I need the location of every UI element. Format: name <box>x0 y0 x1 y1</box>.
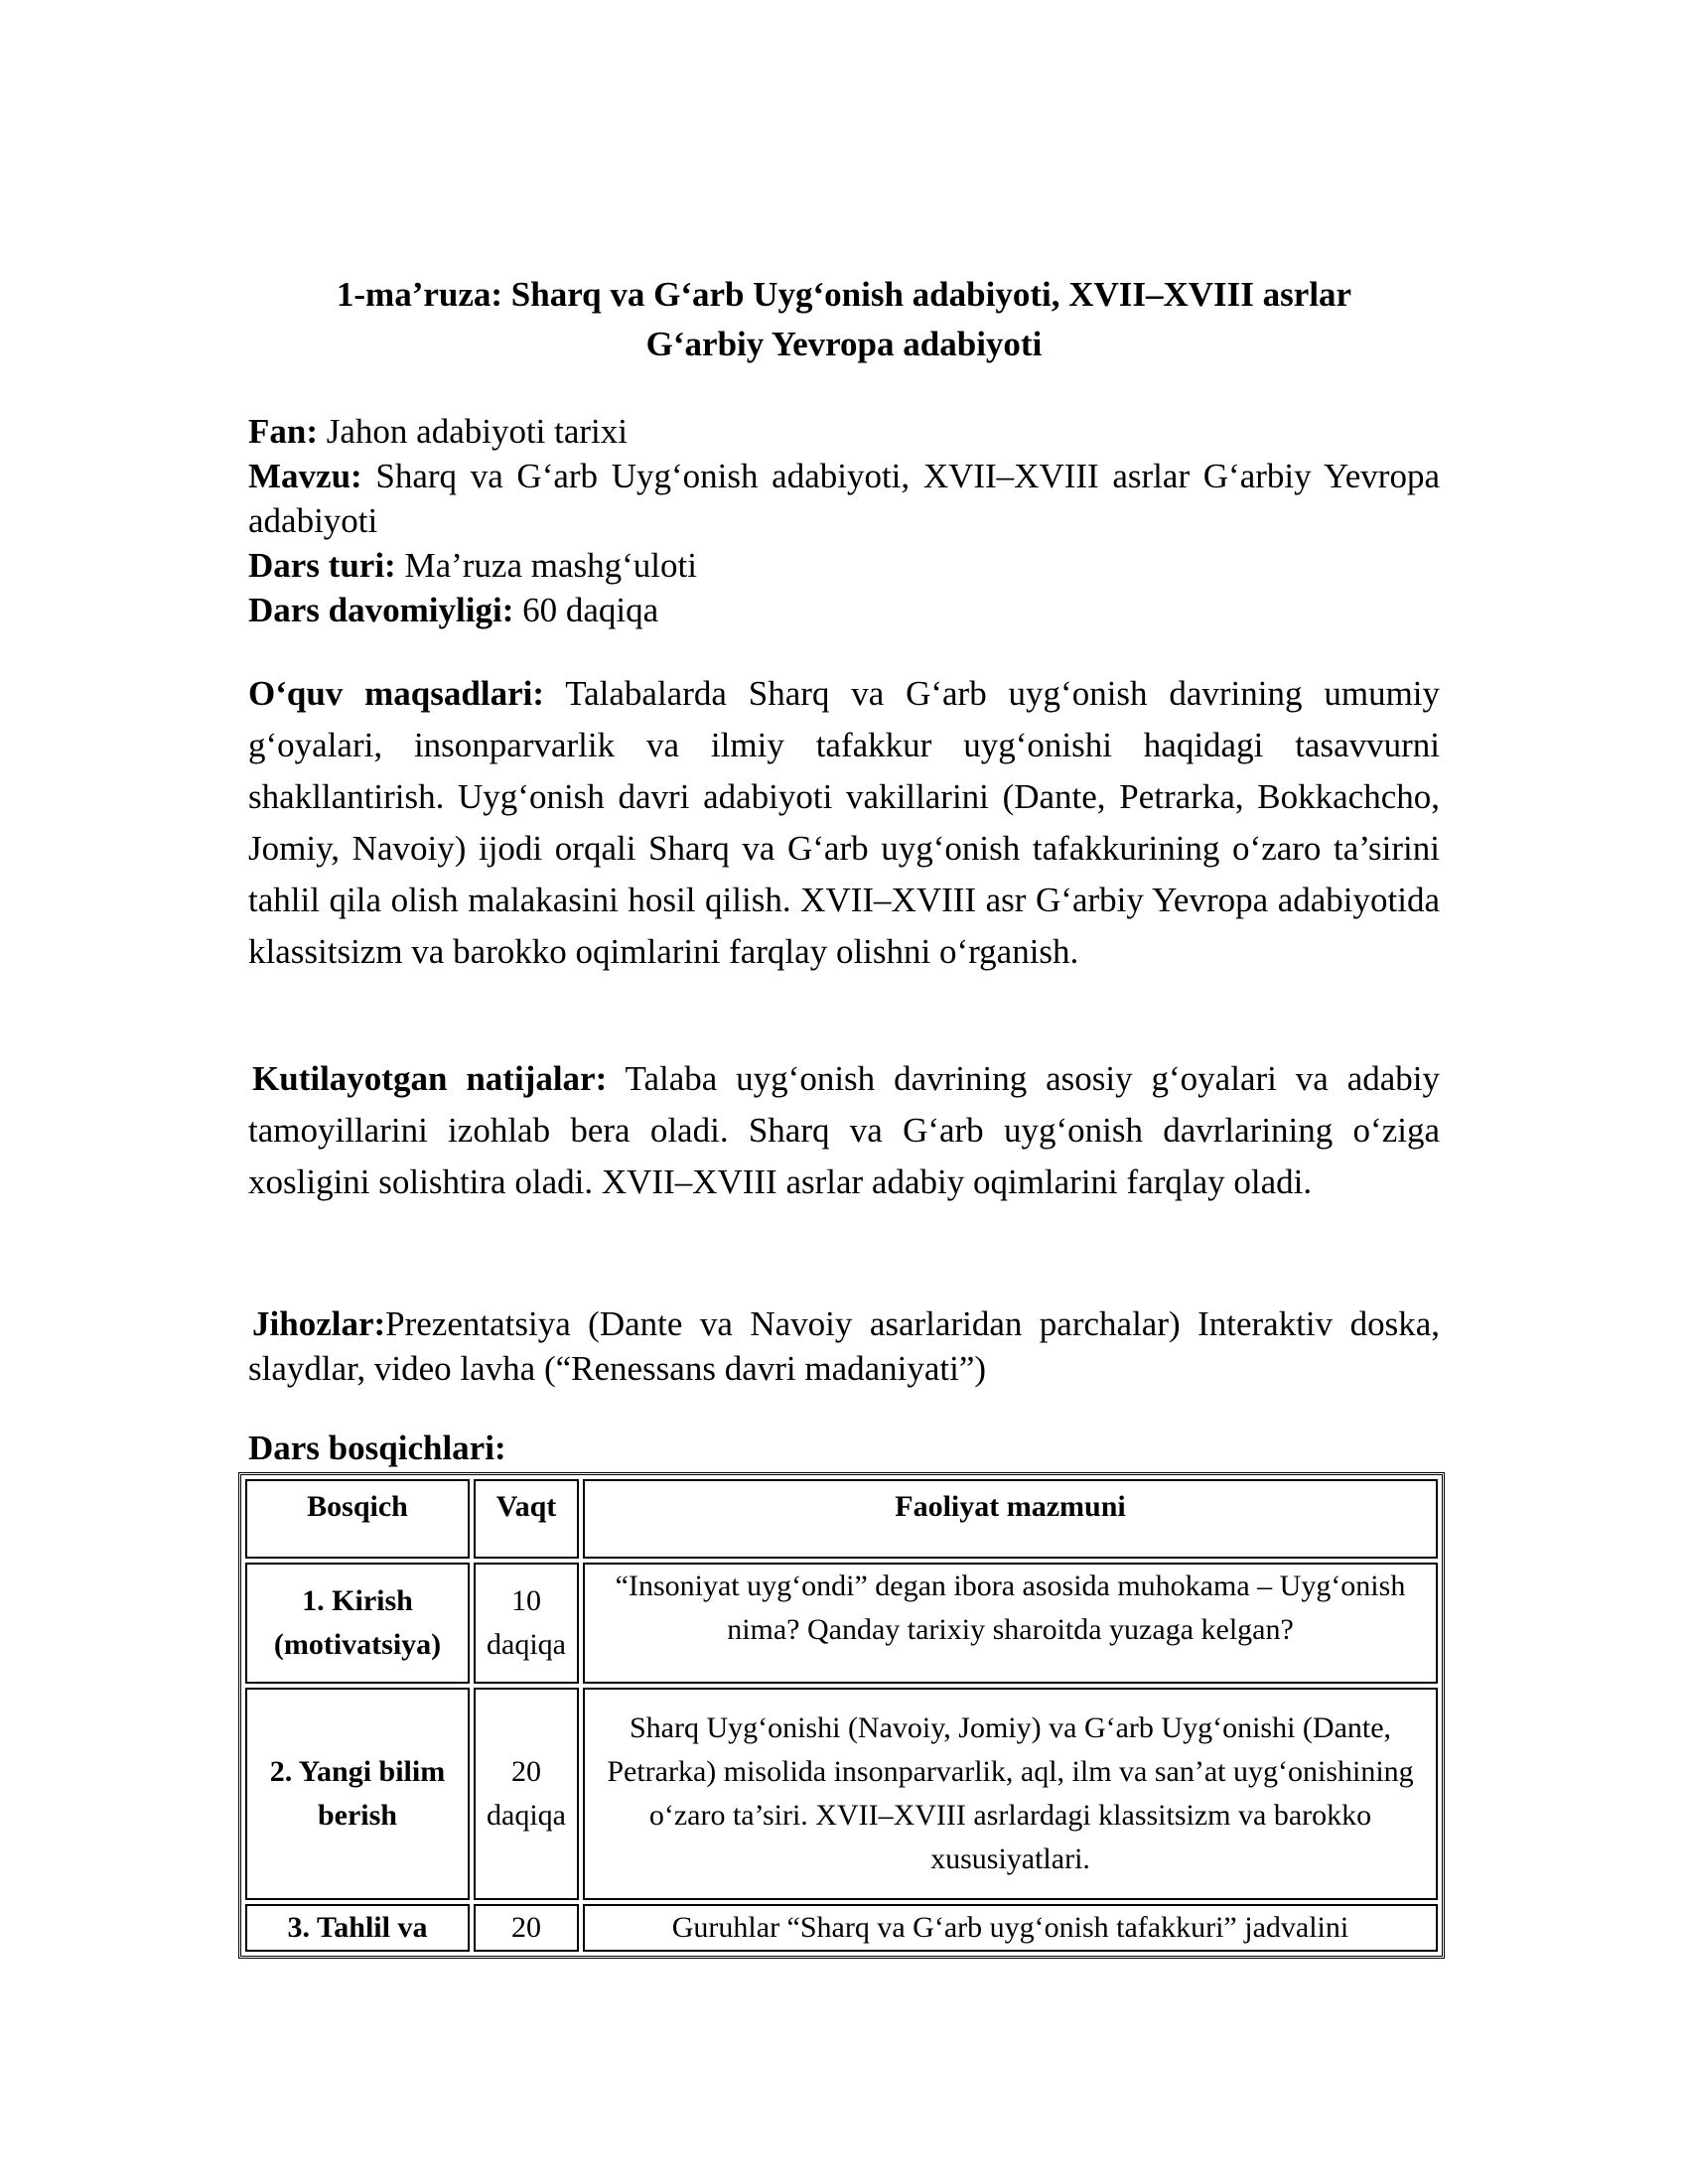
equipment-label: Jihozlar: <box>252 1304 386 1343</box>
dars-turi-label: Dars turi: <box>248 546 396 585</box>
mavzu-value: Sharq va G‘arb Uyg‘onish adabiyoti, XVII–XVIII asrlar G‘arbiy Yevropa adabiyoti <box>248 457 1440 540</box>
page-title <box>248 270 1440 369</box>
header-content: Faoliyat mazmuni <box>583 1479 1438 1559</box>
goals-text: Talabalarda Sharq va G‘arb uyg‘onish davrining umumiy g‘oyalari, insonparvarlik va ilmiy tafakkur uyg‘onishi haqidagi tasavvurni shakllantirish. Uyg‘onish davri adabiyoti vakillarini (Dante, Petrarka, Bokkachcho, Jomiy, Navoiy) ijodi orqali Sharq va G‘arb uyg‘onish tafakkurining o‘zaro ta’sirini tahlil qila olish malakasini hosil qilish. XVII–XVIII asr G‘arbiy Yevropa adabiyotida klassitsizm va barokko oqimlarini farqlay olishni o‘rganish. <box>248 674 1441 971</box>
equipment-text: Prezentatsiya (Dante va Navoiy asarlaridan parchalar) Interaktiv doska, slaydlar, video lavha (“Renessans davri madaniyati”) <box>248 1304 1440 1388</box>
mavzu-label: Mavzu: <box>248 457 362 495</box>
learning-goals <box>248 668 1440 978</box>
fan-label: Fan: <box>248 412 318 451</box>
time-cell: 10 daqiqa <box>474 1563 579 1684</box>
title-line-2: G‘arbiy Yevropa adabiyoti <box>645 325 1043 363</box>
time-cell: 20 <box>474 1904 579 1952</box>
davomiylik-label: Dars davomiyligi: <box>248 591 514 629</box>
dars-turi-value: Ma’ruza mashg‘uloti <box>395 546 697 585</box>
stage-cell: 3. Tahlil va <box>245 1904 470 1952</box>
title-line-1: 1-ma’ruza: Sharq va G‘arb Uyg‘onish adabiyoti, XVII–XVIII asrlar <box>336 275 1352 314</box>
results-label: Kutilayotgan natijalar: <box>252 1059 608 1098</box>
expected-results <box>248 1053 1440 1208</box>
table-header-row <box>245 1479 1438 1559</box>
fan-value: Jahon adabiyoti tarixi <box>318 412 629 451</box>
content-cell: Sharq Uyg‘onishi (Navoiy, Jomiy) va G‘arb Uyg‘onishi (Dante, Petrarka) misolida insonparvarlik, aql, ilm va san’at uyg‘onishining o‘zaro ta’siri. XVII–XVIII asrlardagi klassitsizm va barokko xususiyatlari. <box>583 1688 1438 1900</box>
content-cell: “Insoniyat uyg‘ondi” degan ibora asosida muhokama – Uyg‘onish nima? Qanday tarixiy sharoitda yuzaga kelgan? <box>583 1563 1438 1684</box>
lesson-meta <box>248 409 1440 632</box>
header-stage: Bosqich <box>245 1479 470 1559</box>
table-row <box>245 1563 1438 1684</box>
header-time: Vaqt <box>474 1479 579 1559</box>
meta-dars-turi <box>248 543 1440 588</box>
content-cell: Guruhlar “Sharq va G‘arb uyg‘onish tafakkuri” jadvalini <box>583 1904 1438 1952</box>
stages-title: Dars bosqichlari: <box>248 1429 506 1467</box>
meta-fan <box>248 409 1440 454</box>
stages-table <box>238 1472 1445 1959</box>
results-text: Talaba uyg‘onish davrining asosiy g‘oyalari va adabiy tamoyillarini izohlab bera oladi. Sharq va G‘arb uyg‘onish davrlarining o‘ziga xosligini solishtira oladi. XVII–XVIII asrlar adabiy oqimlarini farqlay oladi. <box>248 1059 1440 1201</box>
meta-davomiylik <box>248 588 1440 632</box>
table-row <box>245 1904 1438 1952</box>
davomiylik-value: 60 daqiqa <box>513 591 659 629</box>
equipment <box>248 1301 1440 1391</box>
stage-cell: 1. Kirish (motivatsiya) <box>245 1563 470 1684</box>
table-row <box>245 1688 1438 1900</box>
goals-label: O‘quv maqsadlari: <box>248 674 544 713</box>
meta-mavzu <box>248 454 1440 543</box>
stage-cell: 2. Yangi bilim berish <box>245 1688 470 1900</box>
time-cell: 20 daqiqa <box>474 1688 579 1900</box>
